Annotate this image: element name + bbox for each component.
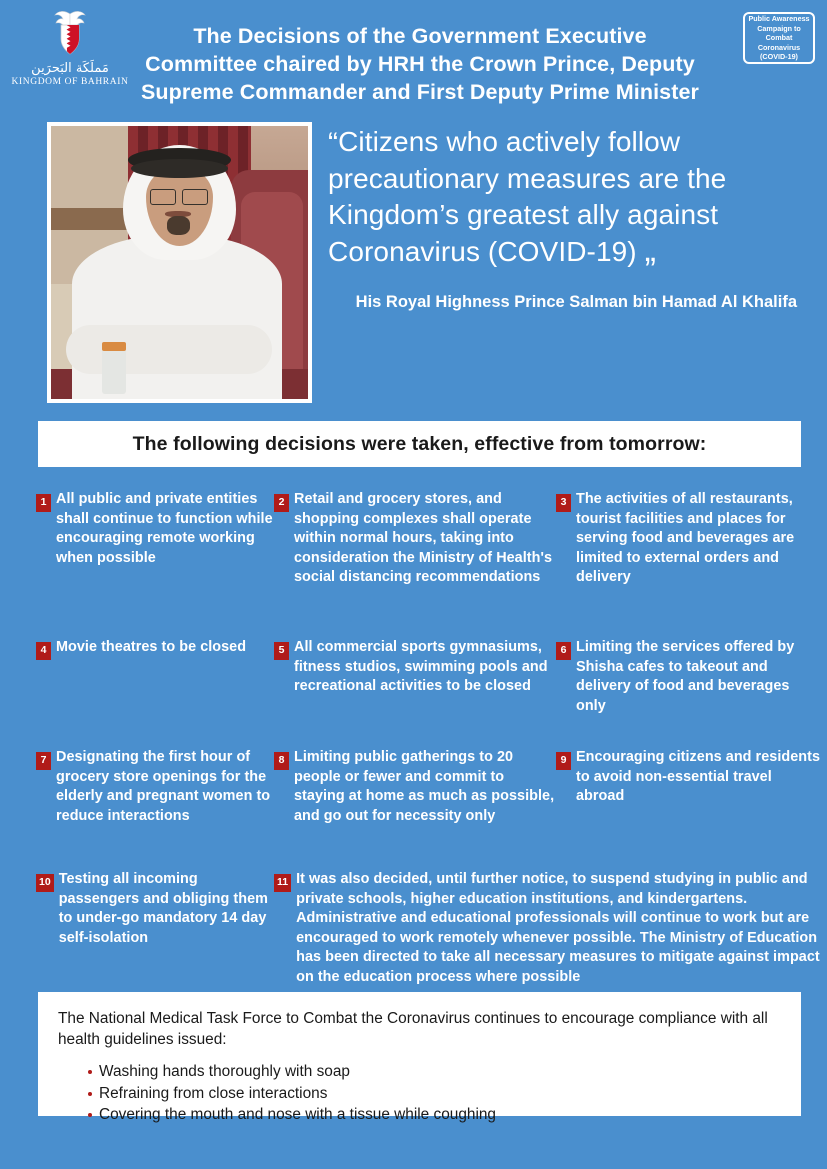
hero-section — [0, 112, 827, 412]
decisions-row-1 — [36, 490, 822, 638]
campaign-badge — [743, 12, 815, 64]
decision-item-6 — [556, 638, 822, 748]
list-item — [88, 1083, 781, 1105]
decision-item-8 — [274, 748, 556, 870]
decision-text: Limiting the services offered by Shisha cafes to takeout and delivery of food and beverages only — [576, 639, 795, 714]
decision-number-badge: 4 — [36, 642, 51, 660]
quote-block — [328, 124, 809, 313]
decisions-grid — [36, 490, 822, 985]
bullet-icon — [88, 1070, 92, 1074]
quote-text-row — [328, 124, 809, 270]
decision-item-2 — [274, 490, 556, 638]
decision-text: Encouraging citizens and residents to avoid non-essential travel abroad — [576, 749, 820, 805]
decision-item-7 — [36, 748, 274, 870]
decision-number-badge: 3 — [556, 494, 571, 512]
health-guidelines-panel — [38, 992, 801, 1123]
decisions-banner-label: The following decisions were taken, effective from tomorrow: — [132, 432, 707, 455]
header — [0, 0, 827, 112]
decision-item-3 — [556, 490, 822, 638]
decision-number-badge: 10 — [36, 874, 54, 892]
campaign-badge-label: Public Awareness Campaign to Combat Coronavirus (COVID-19) — [748, 14, 810, 62]
decisions-row-3 — [36, 748, 822, 870]
bullet-icon — [88, 1092, 92, 1096]
decision-text: All public and private entities shall continue to function while encouraging remote working when possible — [56, 491, 273, 566]
decision-number-badge: 7 — [36, 752, 51, 770]
decision-number-badge: 9 — [556, 752, 571, 770]
decision-text: Designating the first hour of grocery store openings for the elderly and pregnant women to reduce interactions — [56, 749, 271, 824]
guidelines-list — [58, 1061, 781, 1126]
decision-text: Movie theatres to be closed — [56, 639, 247, 655]
decision-number-badge: 5 — [274, 642, 289, 660]
decision-number-badge: 6 — [556, 642, 571, 660]
decision-item-5 — [274, 638, 556, 748]
decision-text: Limiting public gatherings to 20 people or fewer and commit to staying at home as much as possible, and go out for necessity only — [294, 749, 555, 824]
decision-text: Testing all incoming passengers and obliging them to under-go mandatory 14 day self-isolation — [58, 871, 268, 946]
bullet-icon — [88, 1113, 92, 1117]
bahrain-coat-of-arms-icon — [47, 8, 93, 60]
decision-text: All commercial sports gymnasiums, fitness studios, swimming pools and recreational activities to be closed — [294, 639, 548, 695]
decision-number-badge: 1 — [36, 494, 51, 512]
logo-english-text: KINGDOM OF BAHRAIN — [11, 77, 129, 87]
decision-text: It was also decided, until further notice, to suspend studying in public and private schools, higher education institutions, and kindergartens. Administrative and educational professionals will continue to work but are encouraged to work remotely whenever possible. The Ministry of Education has been directed to take all necessary measures to mitigate against impact on the education process where possible — [296, 871, 820, 985]
decision-text: Retail and grocery stores, and shopping complexes shall operate within normal hours, taking into consideration the Ministry of Health's social distancing recommendations — [294, 491, 552, 586]
decision-item-9 — [556, 748, 822, 870]
guideline-text: Washing hands thoroughly with soap — [99, 1063, 350, 1080]
guideline-text: Refraining from close interactions — [99, 1084, 328, 1102]
decision-number-badge: 2 — [274, 494, 289, 512]
decision-item-1 — [36, 490, 274, 638]
guidelines-intro: The National Medical Task Force to Combat the Coronavirus continues to encourage compliance with all health guidelines issued: — [58, 1010, 768, 1048]
decision-number-badge: 11 — [274, 874, 291, 892]
kingdom-of-bahrain-logo — [10, 8, 130, 87]
list-item — [88, 1061, 781, 1083]
quote-close-mark: „ — [644, 230, 657, 269]
decision-text: The activities of all restaurants, tourist facilities and places for serving food and beverages are limited to external orders and delivery — [576, 491, 795, 586]
quote-attribution: His Royal Highness Prince Salman bin Hamad Al Khalifa — [355, 293, 797, 311]
page-title: The Decisions of the Government Executive Committee chaired by HRH the Crown Prince, Deputy Supreme Commander and First Deputy Prime Minister — [140, 24, 700, 104]
decisions-banner — [38, 421, 801, 467]
decisions-row-2 — [36, 638, 822, 748]
quote-open-mark: “ — [328, 127, 339, 160]
portrait-image — [51, 126, 308, 399]
guideline-text: Covering the mouth and nose with a tissue while coughing — [99, 1106, 496, 1123]
decision-item-4 — [36, 638, 274, 748]
quote-text: Citizens who actively follow precautionary measures are the Kingdom’s greatest ally against Coronavirus (COVID-19) — [328, 126, 727, 267]
logo-arabic-text: مَملَكَة البَحرَين — [31, 61, 109, 76]
decision-number-badge: 8 — [274, 752, 289, 770]
crown-prince-photo — [47, 122, 312, 403]
list-item — [88, 1104, 781, 1126]
